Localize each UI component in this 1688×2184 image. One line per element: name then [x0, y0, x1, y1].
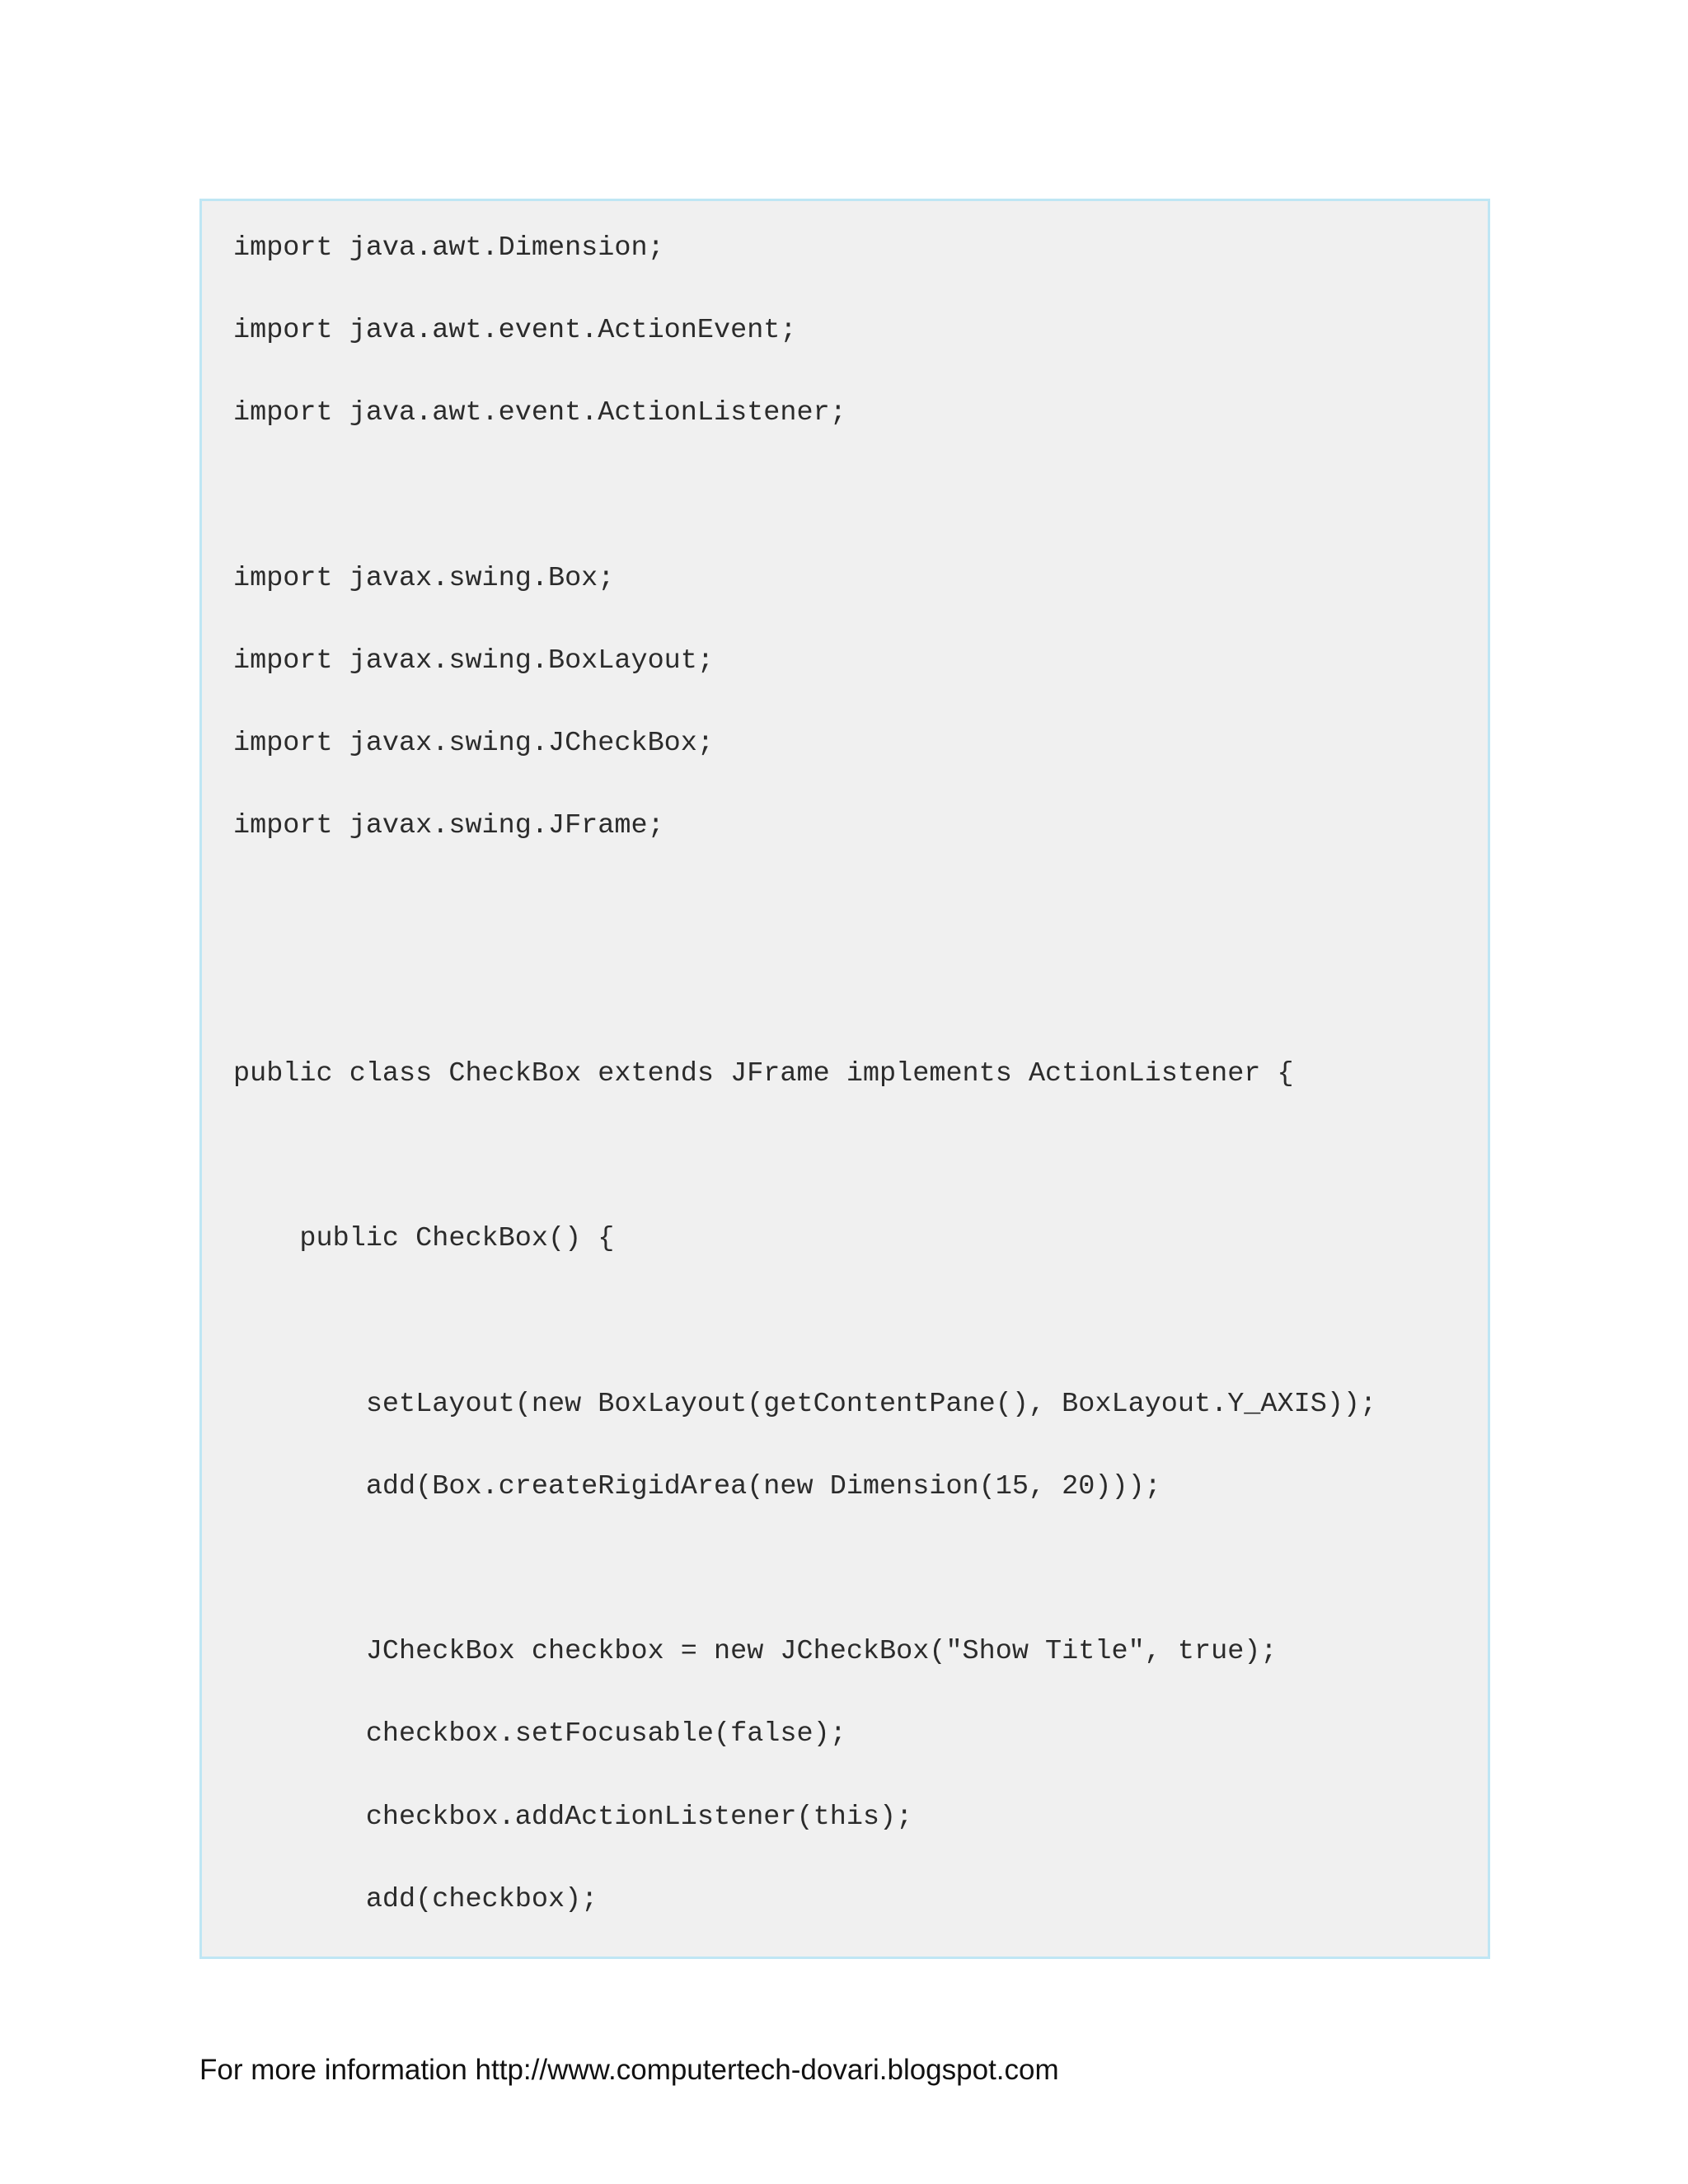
code-line: setLayout(new BoxLayout(getContentPane(), BoxLayout.Y_AXIS));: [233, 1389, 1377, 1420]
code-line: checkbox.setFocusable(false);: [233, 1718, 846, 1750]
code-line: import javax.swing.BoxLayout;: [233, 645, 714, 677]
code-line: add(Box.createRigidArea(new Dimension(15, 20)));: [233, 1471, 1161, 1502]
code-line: import javax.swing.Box;: [233, 563, 615, 594]
code-line: add(checkbox);: [233, 1884, 598, 1915]
code-block: [199, 199, 1490, 1959]
code-line: JCheckBox checkbox = new JCheckBox("Show Title", true);: [233, 1636, 1278, 1667]
code-line: import javax.swing.JFrame;: [233, 810, 664, 841]
code-line: public class CheckBox extends JFrame implements ActionListener {: [233, 1058, 1294, 1090]
footer-info-text: For more information http://www.computertech-dovari.blogspot.com: [199, 2054, 1059, 2086]
code-line: import java.awt.event.ActionEvent;: [233, 315, 797, 346]
code-line: import java.awt.Dimension;: [233, 232, 664, 264]
code-line: checkbox.addActionListener(this);: [233, 1802, 913, 1833]
code-line: public CheckBox() {: [233, 1223, 615, 1254]
code-line: import javax.swing.JCheckBox;: [233, 728, 714, 759]
code-line: import java.awt.event.ActionListener;: [233, 397, 846, 429]
